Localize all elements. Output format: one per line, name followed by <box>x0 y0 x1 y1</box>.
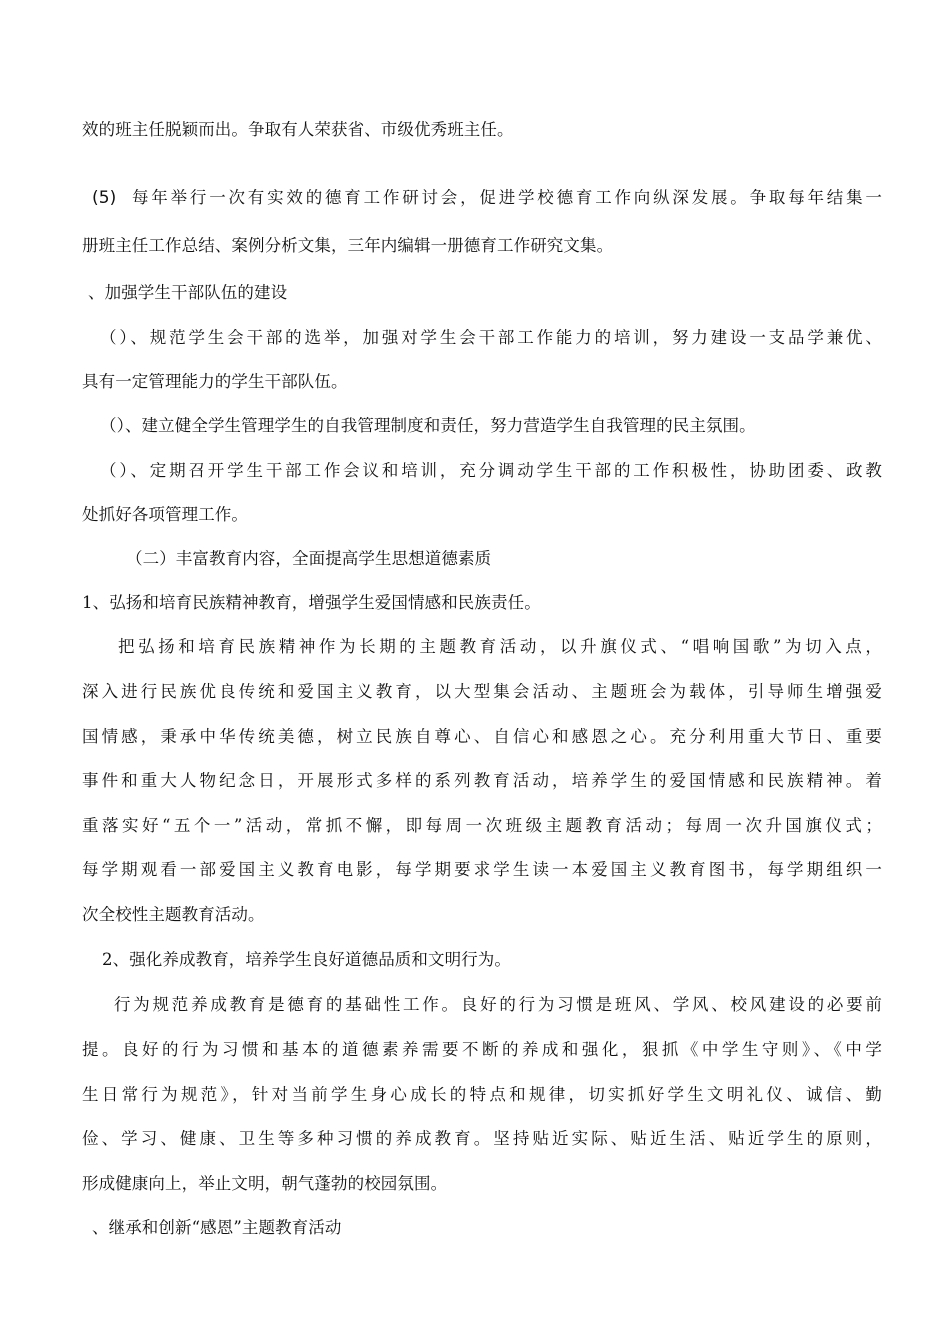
text-line: 次全校性主题教育活动。 <box>82 905 265 924</box>
text-line: 每年举行一次有实效的德育工作研讨会，促进学校德育工作向纵深发展。争取每年结集一 <box>132 188 882 207</box>
document-page <box>82 0 882 1344</box>
text-line: 生日常行为规范》，针对当前学生身心成长的特点和规律，切实抓好学生文明礼仪、诚信、勤 <box>82 1085 882 1104</box>
text-line: （）、定期召开学生干部工作会议和培训，充分调动学生干部的工作积极性，协助团委、政教 <box>100 461 882 480</box>
subsection-heading: 2、强化养成教育，培养学生良好道德品质和文明行为。 <box>102 950 511 969</box>
text-line: 深入进行民族优良传统和爱国主义教育，以大型集会活动、主题班会为载体，引导师生增强爱 <box>82 682 882 701</box>
item-number: (5) <box>92 188 117 208</box>
text-line: 重落实好“五个一”活动，常抓不懈，即每周一次班级主题教育活动；每周一次升国旗仪式； <box>82 816 882 835</box>
text-line: 具有一定管理能力的学生干部队伍。 <box>82 372 348 391</box>
text-line: 把弘扬和培育民族精神作为长期的主题教育活动，以升旗仪式、“唱响国歌”为切入点， <box>118 637 882 656</box>
section-heading: 、继承和创新“感恩”主题教育活动 <box>92 1218 342 1237</box>
text-line: 册班主任工作总结、案例分析文集，三年内编辑一册德育工作研究文集。 <box>82 236 614 255</box>
section-heading: （二）丰富教育内容，全面提高学生思想道德素质 <box>126 549 492 568</box>
section-heading: 、加强学生干部队伍的建设 <box>88 283 288 302</box>
text-line: （）、规范学生会干部的选举，加强对学生会干部工作能力的培训，努力建设一支品学兼优、 <box>100 328 882 347</box>
text-line: 处抓好各项管理工作。 <box>82 505 248 524</box>
text-line: 提。良好的行为习惯和基本的道德素养需要不断的养成和强化，狠抓《中学生守则》、《中学 <box>82 1040 882 1059</box>
text-line: 效的班主任脱颖而出。争取有人荣获省、市级优秀班主任。 <box>82 120 514 139</box>
text-line: 行为规范养成教育是德育的基础性工作。良好的行为习惯是班风、学风、校风建设的必要前 <box>114 995 882 1014</box>
text-line: 事件和重大人物纪念日，开展形式多样的系列教育活动，培养学生的爱国情感和民族精神。着 <box>82 771 882 790</box>
text-line: 国情感，秉承中华传统美德，树立民族自尊心、自信心和感恩之心。充分利用重大节日、重要 <box>82 727 882 746</box>
text-line: 俭、学习、健康、卫生等多种习惯的养成教育。坚持贴近实际、贴近生活、贴近学生的原则， <box>82 1129 882 1148</box>
text-line: 每学期观看一部爱国主义教育电影，每学期要求学生读一本爱国主义教育图书，每学期组织一 <box>82 860 882 879</box>
text-line: （）、建立健全学生管理学生的自我管理制度和责任，努力营造学生自我管理的民主氛围。 <box>100 416 756 435</box>
subsection-heading: 1、弘扬和培育民族精神教育，增强学生爱国情感和民族责任。 <box>82 593 541 612</box>
text-line: 形成健康向上，举止文明，朝气蓬勃的校园氛围。 <box>82 1174 448 1193</box>
